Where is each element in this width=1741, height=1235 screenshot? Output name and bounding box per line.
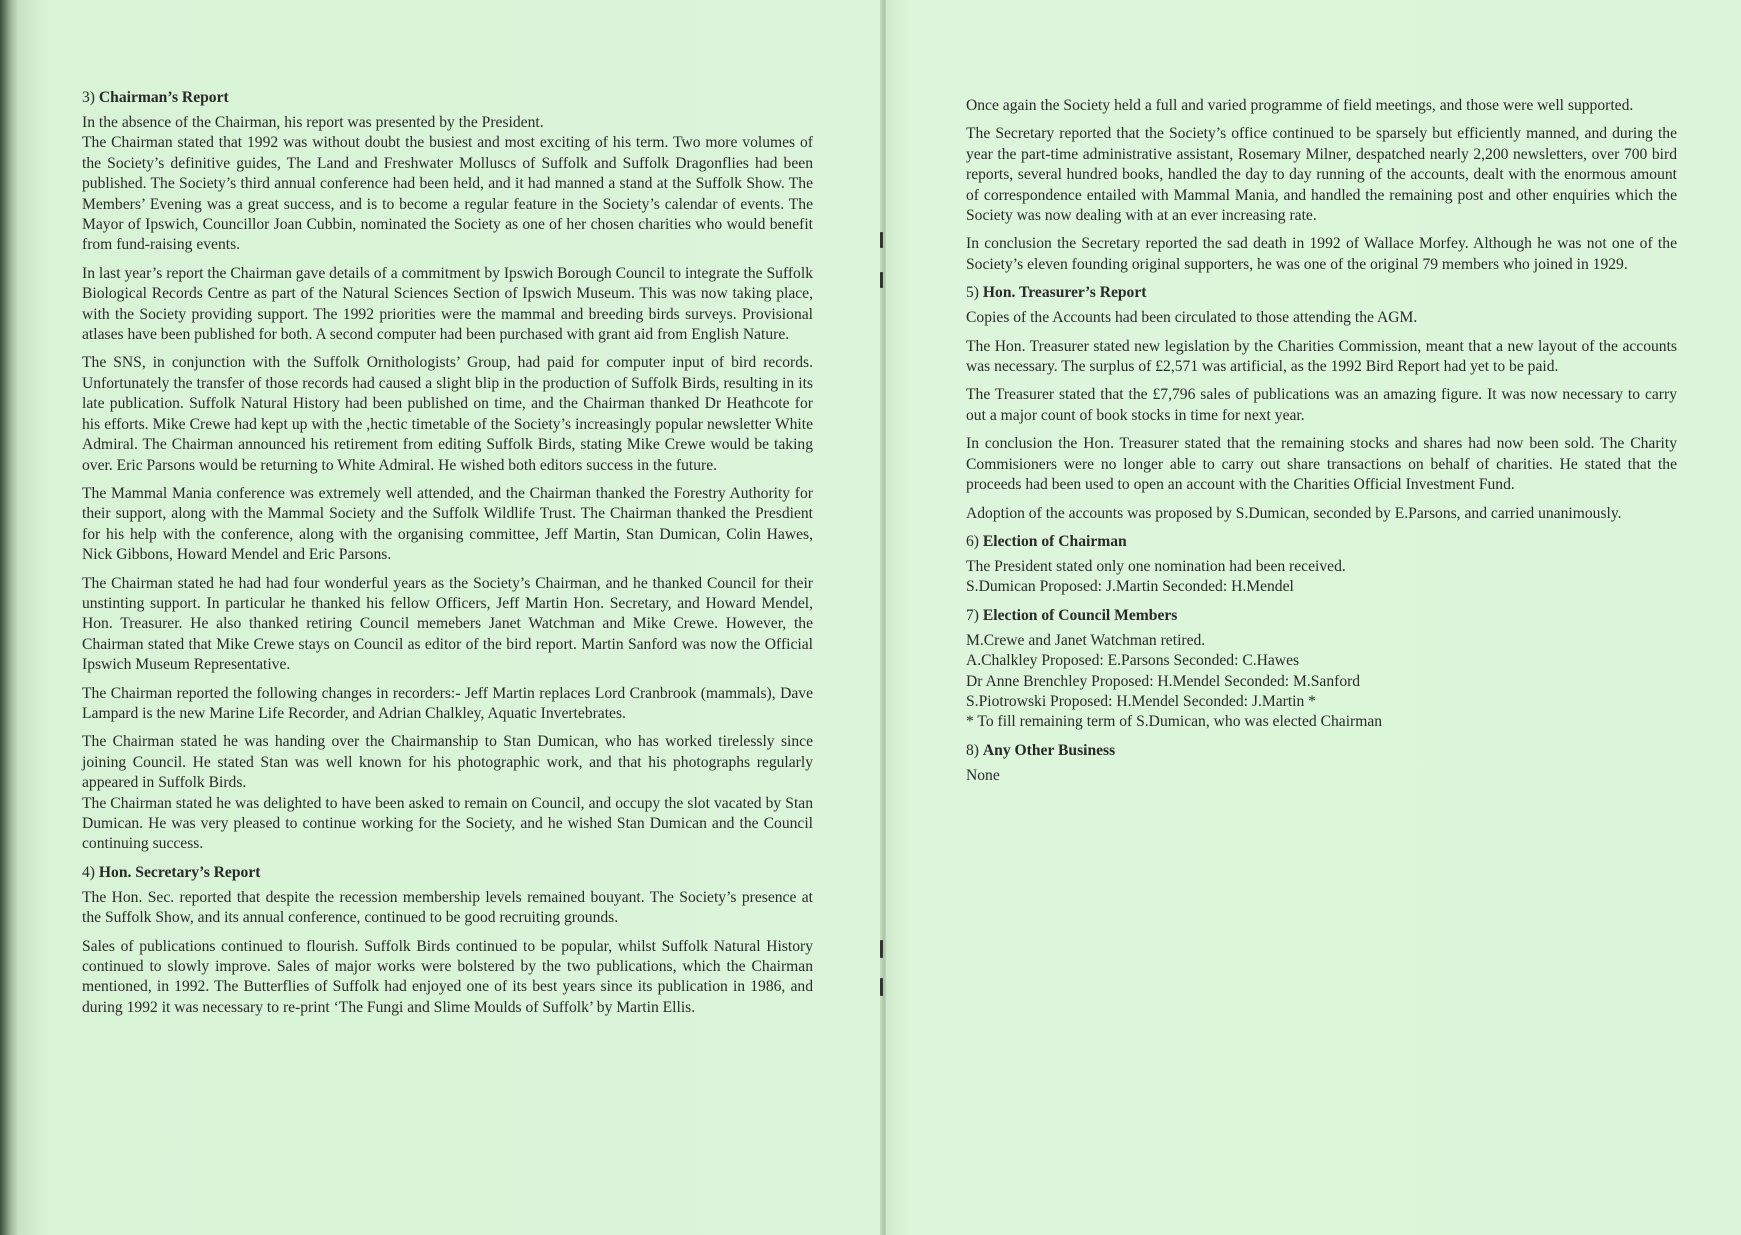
- section-heading-hon-secretarys-report: 4) Hon. Secretary’s Report: [82, 863, 261, 881]
- list-item: Dr Anne Brenchley Proposed: H.Mendel Seconded: M.Sanford: [966, 672, 1361, 690]
- paragraph: Once again the Society held a full and varied programme of field meetings, and those were well supported.: [966, 97, 1634, 114]
- paragraph: In last year’s report the Chairman gave details of a commitment by Ipswich Borough Council to integrate the Suffolk Biological Records Centre as part of the Natural Sciences Section of Ipswich Museum. This was now taking place, with the Society providing support. The 1992 priorities were the mammal and breeding birds surveys. Provisional atlases have been published for both. A second computer had been purchased with grant aid from English Nature.: [82, 264, 813, 344]
- staple-mark: [880, 940, 883, 958]
- left-column: [82, 88, 813, 1026]
- paragraph: In the absence of the Chairman, his report was presented by the President.: [82, 114, 544, 131]
- paragraph: The Treasurer stated that the £7,796 sales of publications was an amazing figure. It was now necessary to carry out a major count of book stocks in time for next year.: [966, 386, 1677, 424]
- paragraph: Sales of publications continued to flourish. Suffolk Birds continued to be popular, whilst Suffolk Natural History continued to slowly improve. Sales of major works were bolstered by the two publications, which the Chairman mentioned, in 1992. The Butterflies of Suffolk had enjoyed one of its best years since its publication in 1986, and during 1992 it was necessary to re-print ‘The Fungi and Slime Moulds of Suffolk’ by Martin Ellis.: [82, 937, 813, 1016]
- paragraph: The Chairman reported the following changes in recorders:- Jeff Martin replaces Lord Cranbrook (mammals), Dave Lampard is the new Marine Life Recorder, and Adrian Chalkley, Aquatic Invertebrates.: [82, 684, 813, 722]
- right-column: [966, 96, 1677, 794]
- paragraph: The Chairman stated he was handing over the Chairmanship to Stan Dumican, who has worked tirelessly since joining Council. He stated Stan was well known for his photographic work, and that his photographs regularly appeared in Suffolk Birds.: [82, 733, 813, 792]
- section-heading-election-of-chairman: 6) Election of Chairman: [966, 532, 1127, 550]
- section-heading-any-other-business: 8) Any Other Business: [966, 741, 1116, 759]
- list-item: None: [966, 766, 1000, 784]
- council-lines: [966, 631, 1677, 733]
- paragraph: In conclusion the Secretary reported the sad death in 1992 of Wallace Morfey. Although he was not one of the Society’s eleven founding original supporters, he was one of the original 79 members who joined in 1929.: [966, 235, 1677, 273]
- paragraph: The Hon. Sec. reported that despite the recession membership levels remained bouyant. The Society’s presence at the Suffolk Show, and its annual conference, continued to be good recruiting grounds.: [82, 888, 813, 927]
- paragraph: The Mammal Mania conference was extremely well attended, and the Chairman thanked the Forestry Authority for their support, along with the Mammal Society and the Suffolk Wildlife Trust. The Chairman thanked the Presdient for his help with the conference, along with the organising committee, Jeff Martin, Stan Dumican, Colin Hawes, Nick Gibbons, Howard Mendel and Eric Parsons.: [82, 484, 813, 564]
- list-item: A.Chalkley Proposed: E.Parsons Seconded: C.Hawes: [966, 652, 1300, 670]
- list-item: M.Crewe and Janet Watchman retired.: [966, 631, 1206, 649]
- paragraph: Adoption of the accounts was proposed by S.Dumican, seconded by E.Parsons, and carried unanimously.: [966, 504, 1622, 522]
- paragraph: In conclusion the Hon. Treasurer stated that the remaining stocks and shares had now been sold. The Charity Commisioners were no longer able to carry out share transactions on behalf of charities. He stated that the proceeds had been used to open an account with the Charities Official Investment Fund.: [966, 435, 1677, 494]
- staple-mark: [880, 232, 883, 248]
- aob-lines: [966, 766, 1677, 786]
- staple-mark: [880, 272, 883, 288]
- paragraph: The Hon. Treasurer stated new legislation by the Charities Commission, meant that a new layout of the accounts was necessary. The surplus of £2,571 was artificial, as the 1992 Bird Report had yet to be paid.: [966, 337, 1677, 376]
- election-lines: [966, 557, 1677, 598]
- left-page: [18, 0, 884, 1235]
- list-item: The President stated only one nomination had been received.: [966, 557, 1346, 575]
- paragraph: The Secretary reported that the Society’s office continued to be sparsely but efficiently manned, and during the year the part-time administrative assistant, Rosemary Milner, despatched nearly 2,200 newsletters, over 700 bird reports, several hundred books, handled the day to day running of the accounts, dealt with the enormous amount of correspondence entailed with Mammal Mania, and handled the remaining post and other enquiries which the Society was now dealing with at an ever increasing rate.: [966, 125, 1677, 225]
- list-item: S.Piotrowski Proposed: H.Mendel Seconded: J.Martin *: [966, 692, 1316, 710]
- paragraph: Copies of the Accounts had been circulated to those attending the AGM.: [966, 309, 1418, 327]
- section-heading-chairmans-report: 3) Chairman’s Report: [82, 89, 229, 106]
- paragraph: The Chairman stated he had had four wonderful years as the Society’s Chairman, and he thanked Council for their unstinting support. In particular he thanked his fellow Officers, Jeff Martin Hon. Secretary, and Howard Mendel, Hon. Treasurer. He also thanked retiring Council memebers Janet Watchman and Mike Crewe. However, the Chairman stated that Mike Crewe stays on Council as editor of the bird report. Martin Sanford was now the Official Ipswich Museum Representative.: [82, 574, 813, 674]
- paragraph: The Chairman stated that 1992 was without doubt the busiest and most exciting of his term. Two more volumes of the Society’s definitive guides, The Land and Freshwater Molluscs of Suffolk and Suffolk Dragonflies had been published. The Society’s third annual conference had been held, and it had manned a stand at the Suffolk Show. The Members’ Evening was a great success, and is to become a regular feature in the Society’s calendar of events. The Mayor of Ipswich, Councillor Joan Cubbin, nominated the Society as one of her chosen charities who would benefit from fund-raising events.: [82, 134, 813, 254]
- section-heading-election-of-council-members: 7) Election of Council Members: [966, 606, 1178, 624]
- list-item: * To fill remaining term of S.Dumican, who was elected Chairman: [966, 713, 1383, 731]
- paragraph: The Chairman stated he was delighted to have been asked to remain on Council, and occupy the slot vacated by Stan Dumican. He was very pleased to continue working for the Society, and he wished Stan Dumican and the Council continuing success.: [82, 794, 813, 853]
- list-item: S.Dumican Proposed: J.Martin Seconded: H.Mendel: [966, 578, 1294, 596]
- staple-mark: [880, 978, 883, 996]
- right-page: [886, 0, 1741, 1235]
- book-edge: [0, 0, 18, 1235]
- section-heading-hon-treasurers-report: 5) Hon. Treasurer’s Report: [966, 284, 1147, 302]
- paragraph: The SNS, in conjunction with the Suffolk Ornithologists’ Group, had paid for computer input of bird records. Unfortunately the transfer of those records had caused a slight blip in the production of Suffolk Birds, resulting in its late publication. Suffolk Natural History had been published on time, and the Chairman thanked Dr Heathcote for his efforts. Mike Crewe had kept up with the ,hectic timetable of the Society’s increasingly popular newsletter White Admiral. The Chairman announced his retirement from editing Suffolk Birds, stating Mike Crewe would be taking over. Eric Parsons would be returning to White Admiral. He wished both editors success in the future.: [82, 354, 813, 474]
